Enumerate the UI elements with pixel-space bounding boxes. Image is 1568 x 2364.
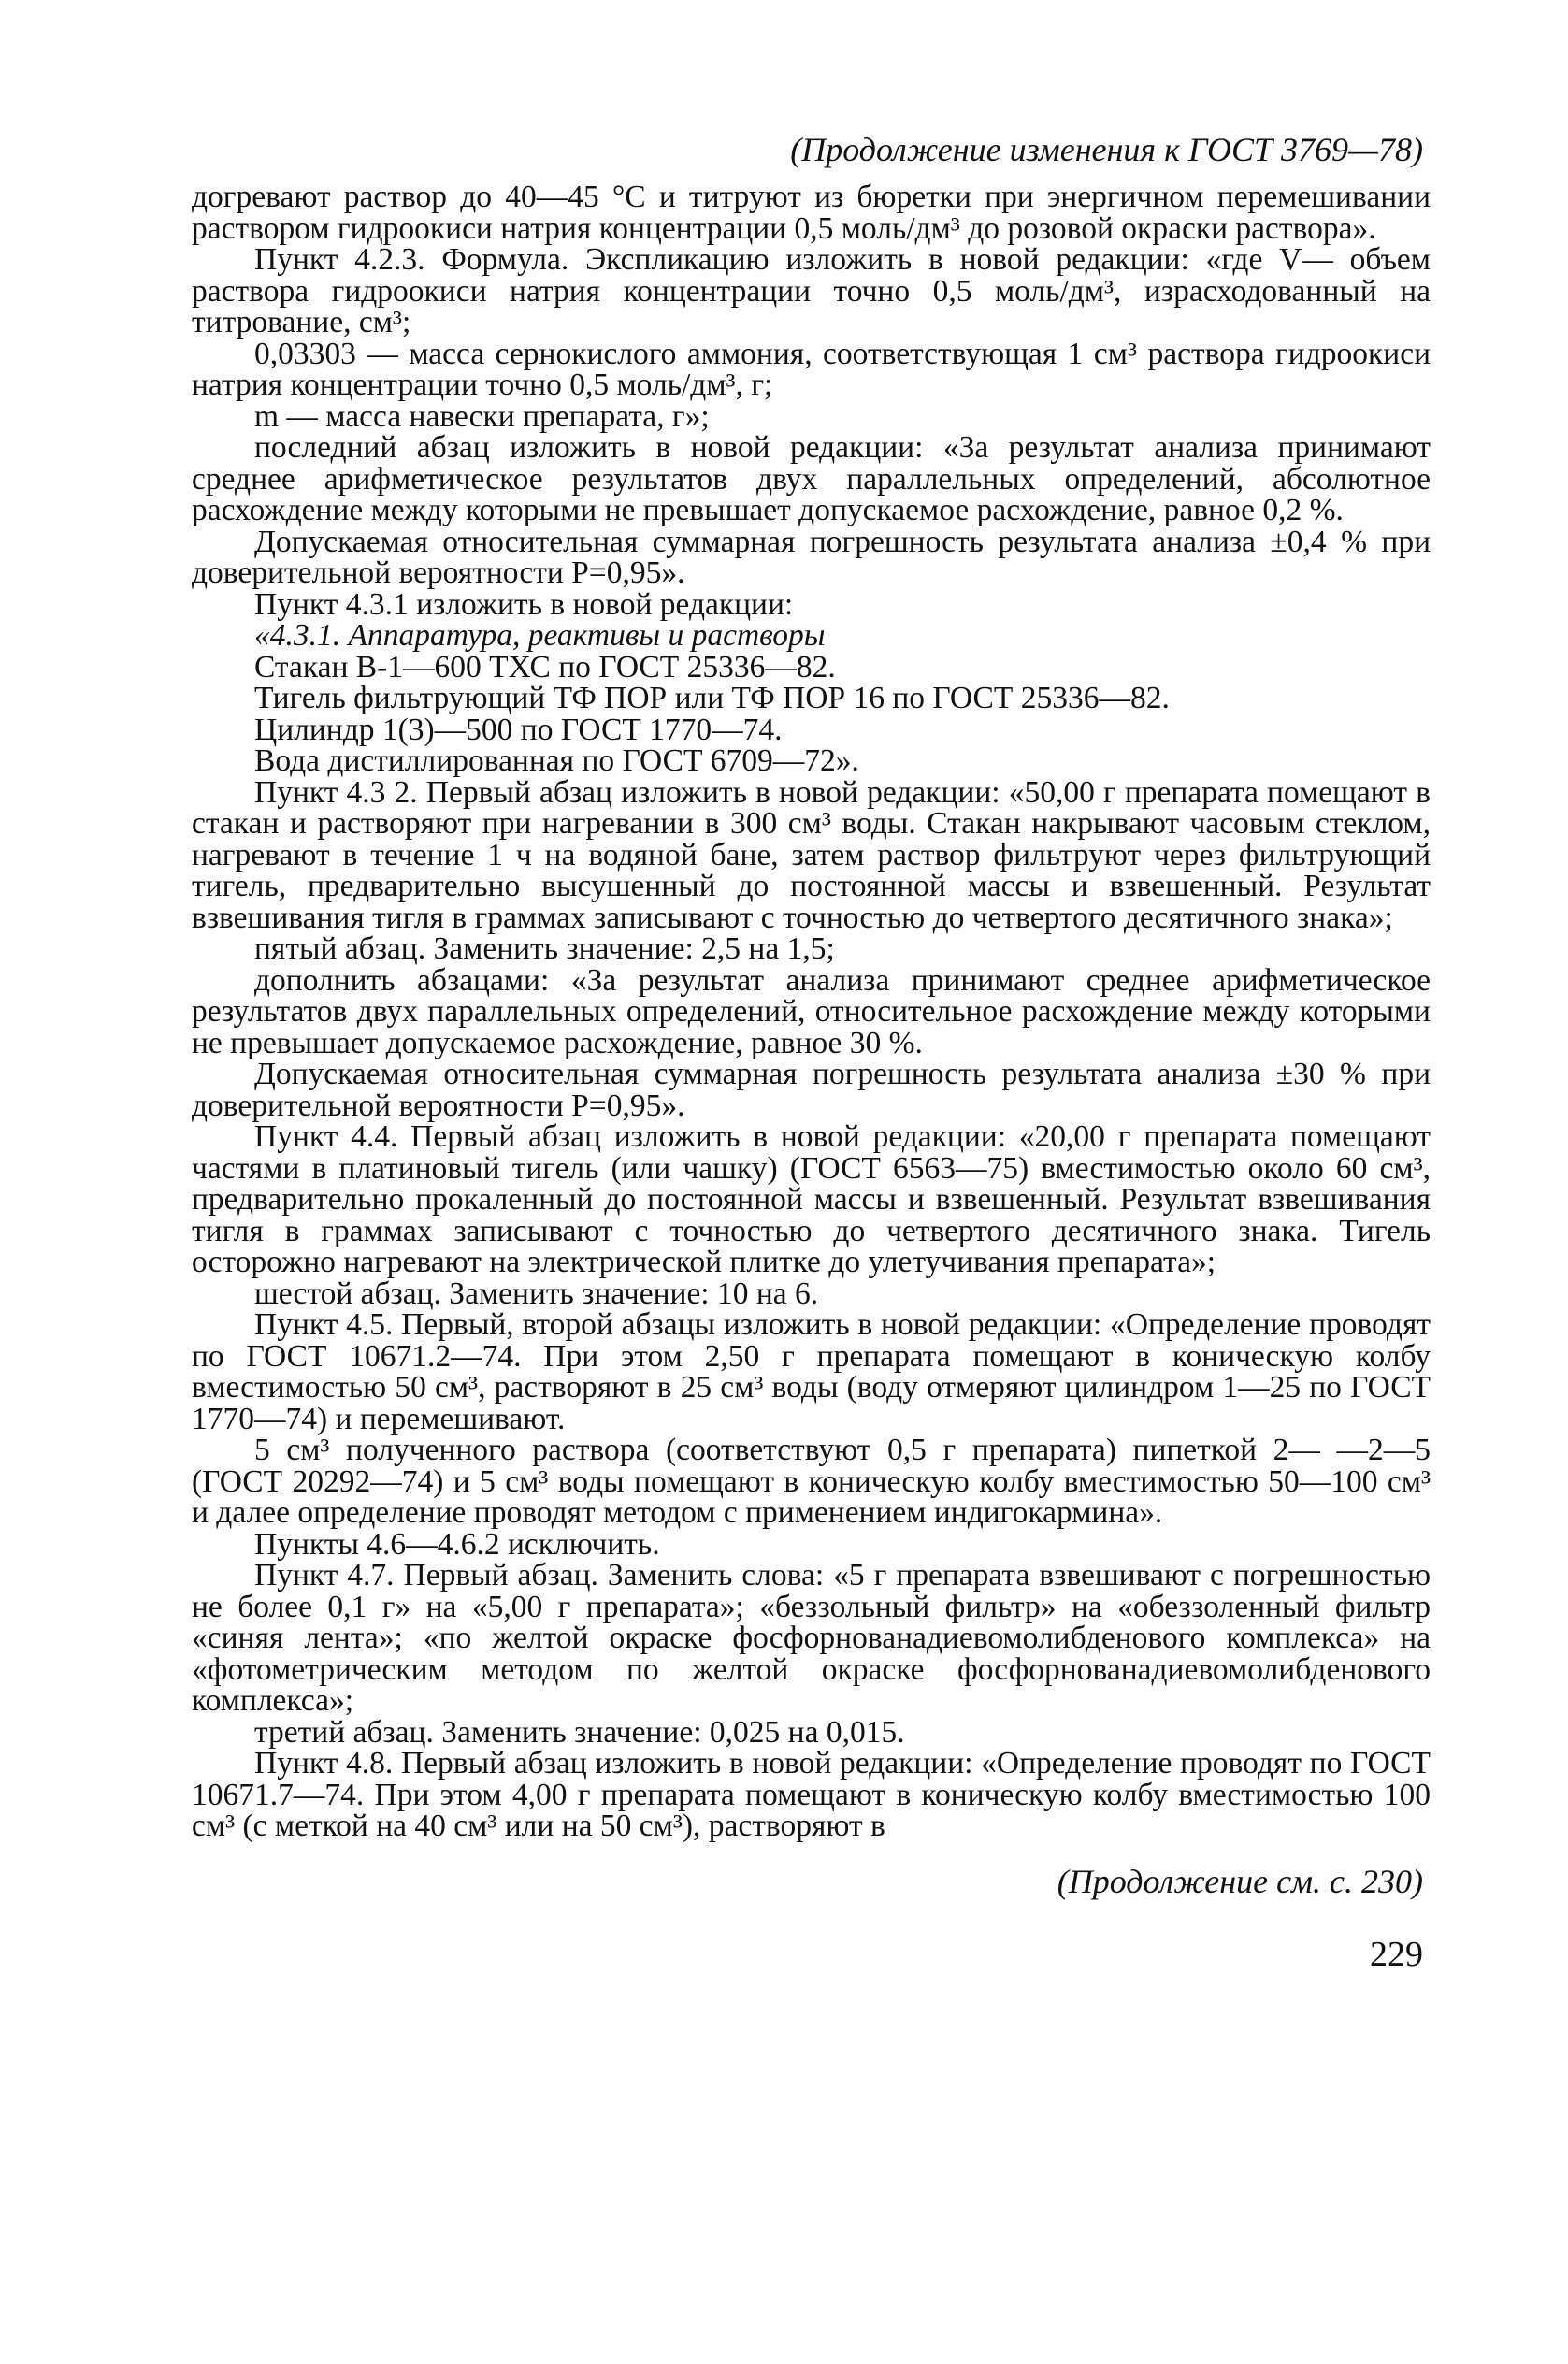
document-page [192,131,1431,1973]
paragraph: Цилиндр 1(3)—500 по ГОСТ 1770—74. [254,712,783,747]
paragraph: Стакан В-1—600 ТХС по ГОСТ 25336—82. [254,649,836,685]
paragraph: Пункт 4.8. Первый абзац изложить в новой редакции: «Определение проводят по ГОСТ 10671.7—74. При этом 4,00 г препарата помещают в коническую колбу вместимостью 100 см³ (с меткой на 40 см³ или на 50 см³), растворяют в [192,1746,1431,1843]
paragraph: Пункты 4.6—4.6.2 исключить. [254,1526,660,1562]
paragraph: Пункт 4.3 2. Первый абзац изложить в новой редакции: «50,00 г препарата помещают в стакан и растворяют при нагревании в 300 см³ воды. Стакан накрывают часовым стеклом, нагревают в течение 1 ч на водяной бане, затем раствор фильтруют через фильтрующий тигель, предварительно высушенный до постоянной массы и взвешенный. Результат взвешивания тигля в граммах записывают с точностью до четвертого десятичного знака»; [192,774,1431,935]
paragraph: третий абзац. Заменить значение: 0,025 на 0,015. [254,1714,905,1750]
paragraph: последний абзац изложить в новой редакции: «За результат анализа принимают среднее арифметическое результатов двух параллельных определений, абсолютное расхождение между которыми не превышает допускаемое расхождение, равное 0,2 %. [192,430,1431,527]
paragraph: дополнить абзацами: «За результат анализа принимают среднее арифметическое результатов двух параллельных определений, относительное расхождение между которыми не превышает допускаемое расхождение, равное 30 %. [192,962,1431,1060]
paragraph: 0,03303 — масса сернокислого аммония, соответствующая 1 см³ раствора гидроокиси натрия концентрации точно 0,5 моль/дм³, г; [192,336,1431,402]
paragraph: Вода дистиллированная по ГОСТ 6709—72». [254,743,859,778]
paragraph: Пункт 4.7. Первый абзац. Заменить слова: «5 г препарата взвешивают с погрешностью не более 0,1 г» на «5,00 г препарата»; «беззольный фильтр» на «обеззоленный фильтр «синяя лента»; «по желтой окраске фосфорнованадиевомолибденового комплекса» на «фотометрическим методом по желтой окраске фосфорнованадиевомолибденового комплекса»; [192,1558,1431,1718]
paragraph: Пункт 4.5. Первый, второй абзацы изложить в новой редакции: «Определение проводят по ГОСТ 10671.2—74. При этом 2,50 г препарата помещают в коническую колбу вместимостью 50 см³, растворяют в 25 см³ воды (воду отмеряют цилиндром 1—25 по ГОСТ 1770—74) и перемешивают. [192,1307,1431,1436]
paragraph: Допускаемая относительная суммарная погрешность результата анализа ±0,4 % при доверительной вероятности P=0,95». [192,524,1431,590]
body-text [192,181,1431,1842]
paragraph: Пункт 4.3.1 изложить в новой редакции: [254,586,794,622]
paragraph: 5 см³ полученного раствора (соответствуют 0,5 г препарата) пипеткой 2— —2—5 (ГОСТ 20292—74) и 5 см³ воды помещают в коническую колбу вместимостью 50—100 см³ и далее определение проводят методом с применением индигокармина». [192,1433,1431,1530]
paragraph: шестой абзац. Заменить значение: 10 на 6. [254,1276,819,1311]
paragraph: Пункт 4.2.3. Формула. Экспликацию изложить в новой редакции: «где V— объем раствора гидроокиси натрия концентрации точно 0,5 моль/дм³, израсходованный на титрование, см³; [192,242,1431,339]
running-header: (Продолжение изменения к ГОСТ 3769—78) [790,131,1423,168]
paragraph: «4.3.1. Аппаратура, реактивы и растворы [254,618,826,653]
continuation-note: (Продолжение см. с. 230) [1057,1862,1423,1900]
paragraph: Тигель фильтрующий ТФ ПОР или ТФ ПОР 16 по ГОСТ 25336—82. [254,681,1170,715]
paragraph: пятый абзац. Заменить значение: 2,5 на 1,5; [254,931,835,966]
paragraph: Допускаемая относительная суммарная погрешность результата анализа ±30 % при доверительной вероятности P=0,95». [192,1057,1431,1123]
paragraph: m — масса навески препарата, г»; [254,398,710,434]
paragraph: Пункт 4.4. Первый абзац изложить в новой редакции: «20,00 г препарата помещают частями в платиновый тигель (или чашку) (ГОСТ 6563—75) вместимостью около 60 см³, предварительно прокаленный до постоянной массы и взвешенный. Результат взвешивания тигля в граммах записывают с точностью до четвертого десятичного знака. Тигель осторожно нагревают на электрической плитке до улетучивания препарата»; [192,1119,1431,1279]
page-number: 229 [1370,1934,1423,1974]
paragraph: догревают раствор до 40—45 °С и титруют из бюретки при энергичном перемешивании раствором гидроокиси натрия концентрации 0,5 моль/дм³ до розовой окраски раствора». [192,180,1431,246]
